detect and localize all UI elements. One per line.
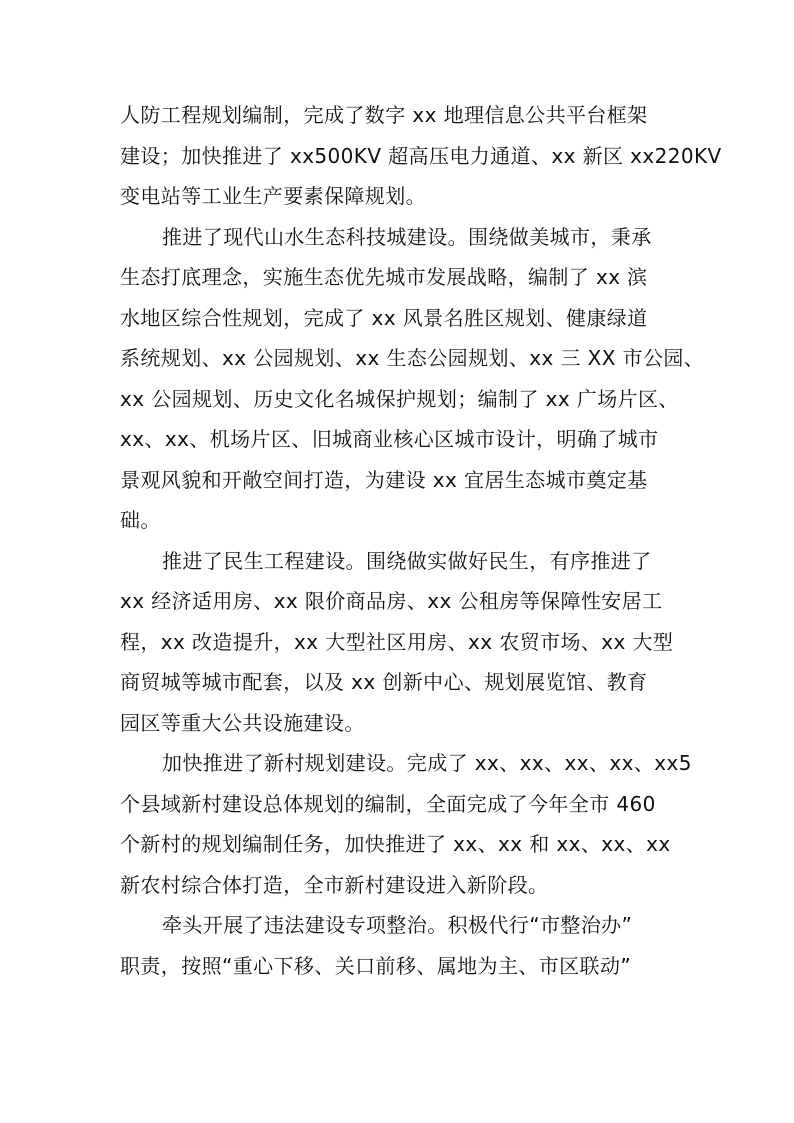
paragraph-livelihood — [120, 541, 680, 744]
paragraph-ecological-city — [120, 217, 705, 541]
paragraph-illegal-construction — [120, 905, 680, 986]
text-line: 程，xx 改造提升，xx 大型社区用房、xx 农贸市场、xx 大型 — [120, 629, 674, 654]
paragraph-continuation — [120, 95, 722, 217]
paragraph-new-village — [120, 743, 692, 905]
text-line: 加快推进了新村规划建设。完成了 xx、xx、xx、xx、xx5 — [162, 751, 692, 775]
text-line: 个县域新村建设总体规划的编制，全面完成了今年全市 460 — [120, 791, 656, 816]
text-line: 础。 — [120, 508, 161, 532]
text-line: 推进了民生工程建设。围绕做实做好民生，有序推进了 — [162, 548, 652, 573]
text-line: 生态打底理念，实施生态优先城市发展战略，编制了 xx 滨 — [120, 265, 648, 289]
text-line: 变电站等工业生产要素保障规划。 — [120, 184, 426, 208]
text-line: 人防工程规划编制，完成了数字 xx 地理信息公共平台框架 — [120, 103, 648, 127]
text-line: 商贸城等城市配套，以及 xx 创新中心、规划展览馆、教育 — [120, 670, 648, 694]
text-line: 新农村综合体打造，全市新村建设进入新阶段。 — [120, 872, 549, 897]
document-body — [120, 95, 722, 986]
text-line: 水地区综合性规划，完成了 xx 风景名胜区规划、健康绿道 — [120, 305, 648, 330]
text-line: 职责，按照“重心下移、关口前移、属地为主、市区联动” — [120, 953, 632, 978]
text-line: 景观风貌和开敞空间打造，为建设 xx 宜居生态城市奠定基 — [120, 467, 648, 492]
text-line: 系统规划、xx 公园规划、xx 生态公园规划、xx 三 XX 市公园、 — [120, 346, 705, 370]
text-line: xx 经济适用房、xx 限价商品房、xx 公租房等保障性安居工 — [120, 589, 663, 613]
text-line: xx、xx、机场片区、旧城商业核心区城市设计，明确了城市 — [120, 427, 659, 451]
text-line: 建设；加快推进了 xx500KV 超高压电力通道、xx 新区 xx220KV — [120, 143, 722, 168]
text-line: xx 公园规划、历史文化名城保护规划；编制了 xx 广场片区、 — [120, 386, 679, 411]
text-line: 推进了现代山水生态科技城建设。围绕做美城市，秉承 — [162, 224, 652, 249]
text-line: 园区等重大公共设施建设。 — [120, 710, 365, 735]
text-line: 个新村的规划编制任务，加快推进了 xx、xx 和 xx、xx、xx — [120, 832, 671, 856]
text-line: 牵头开展了违法建设专项整治。积极代行“市整治办” — [162, 913, 633, 937]
